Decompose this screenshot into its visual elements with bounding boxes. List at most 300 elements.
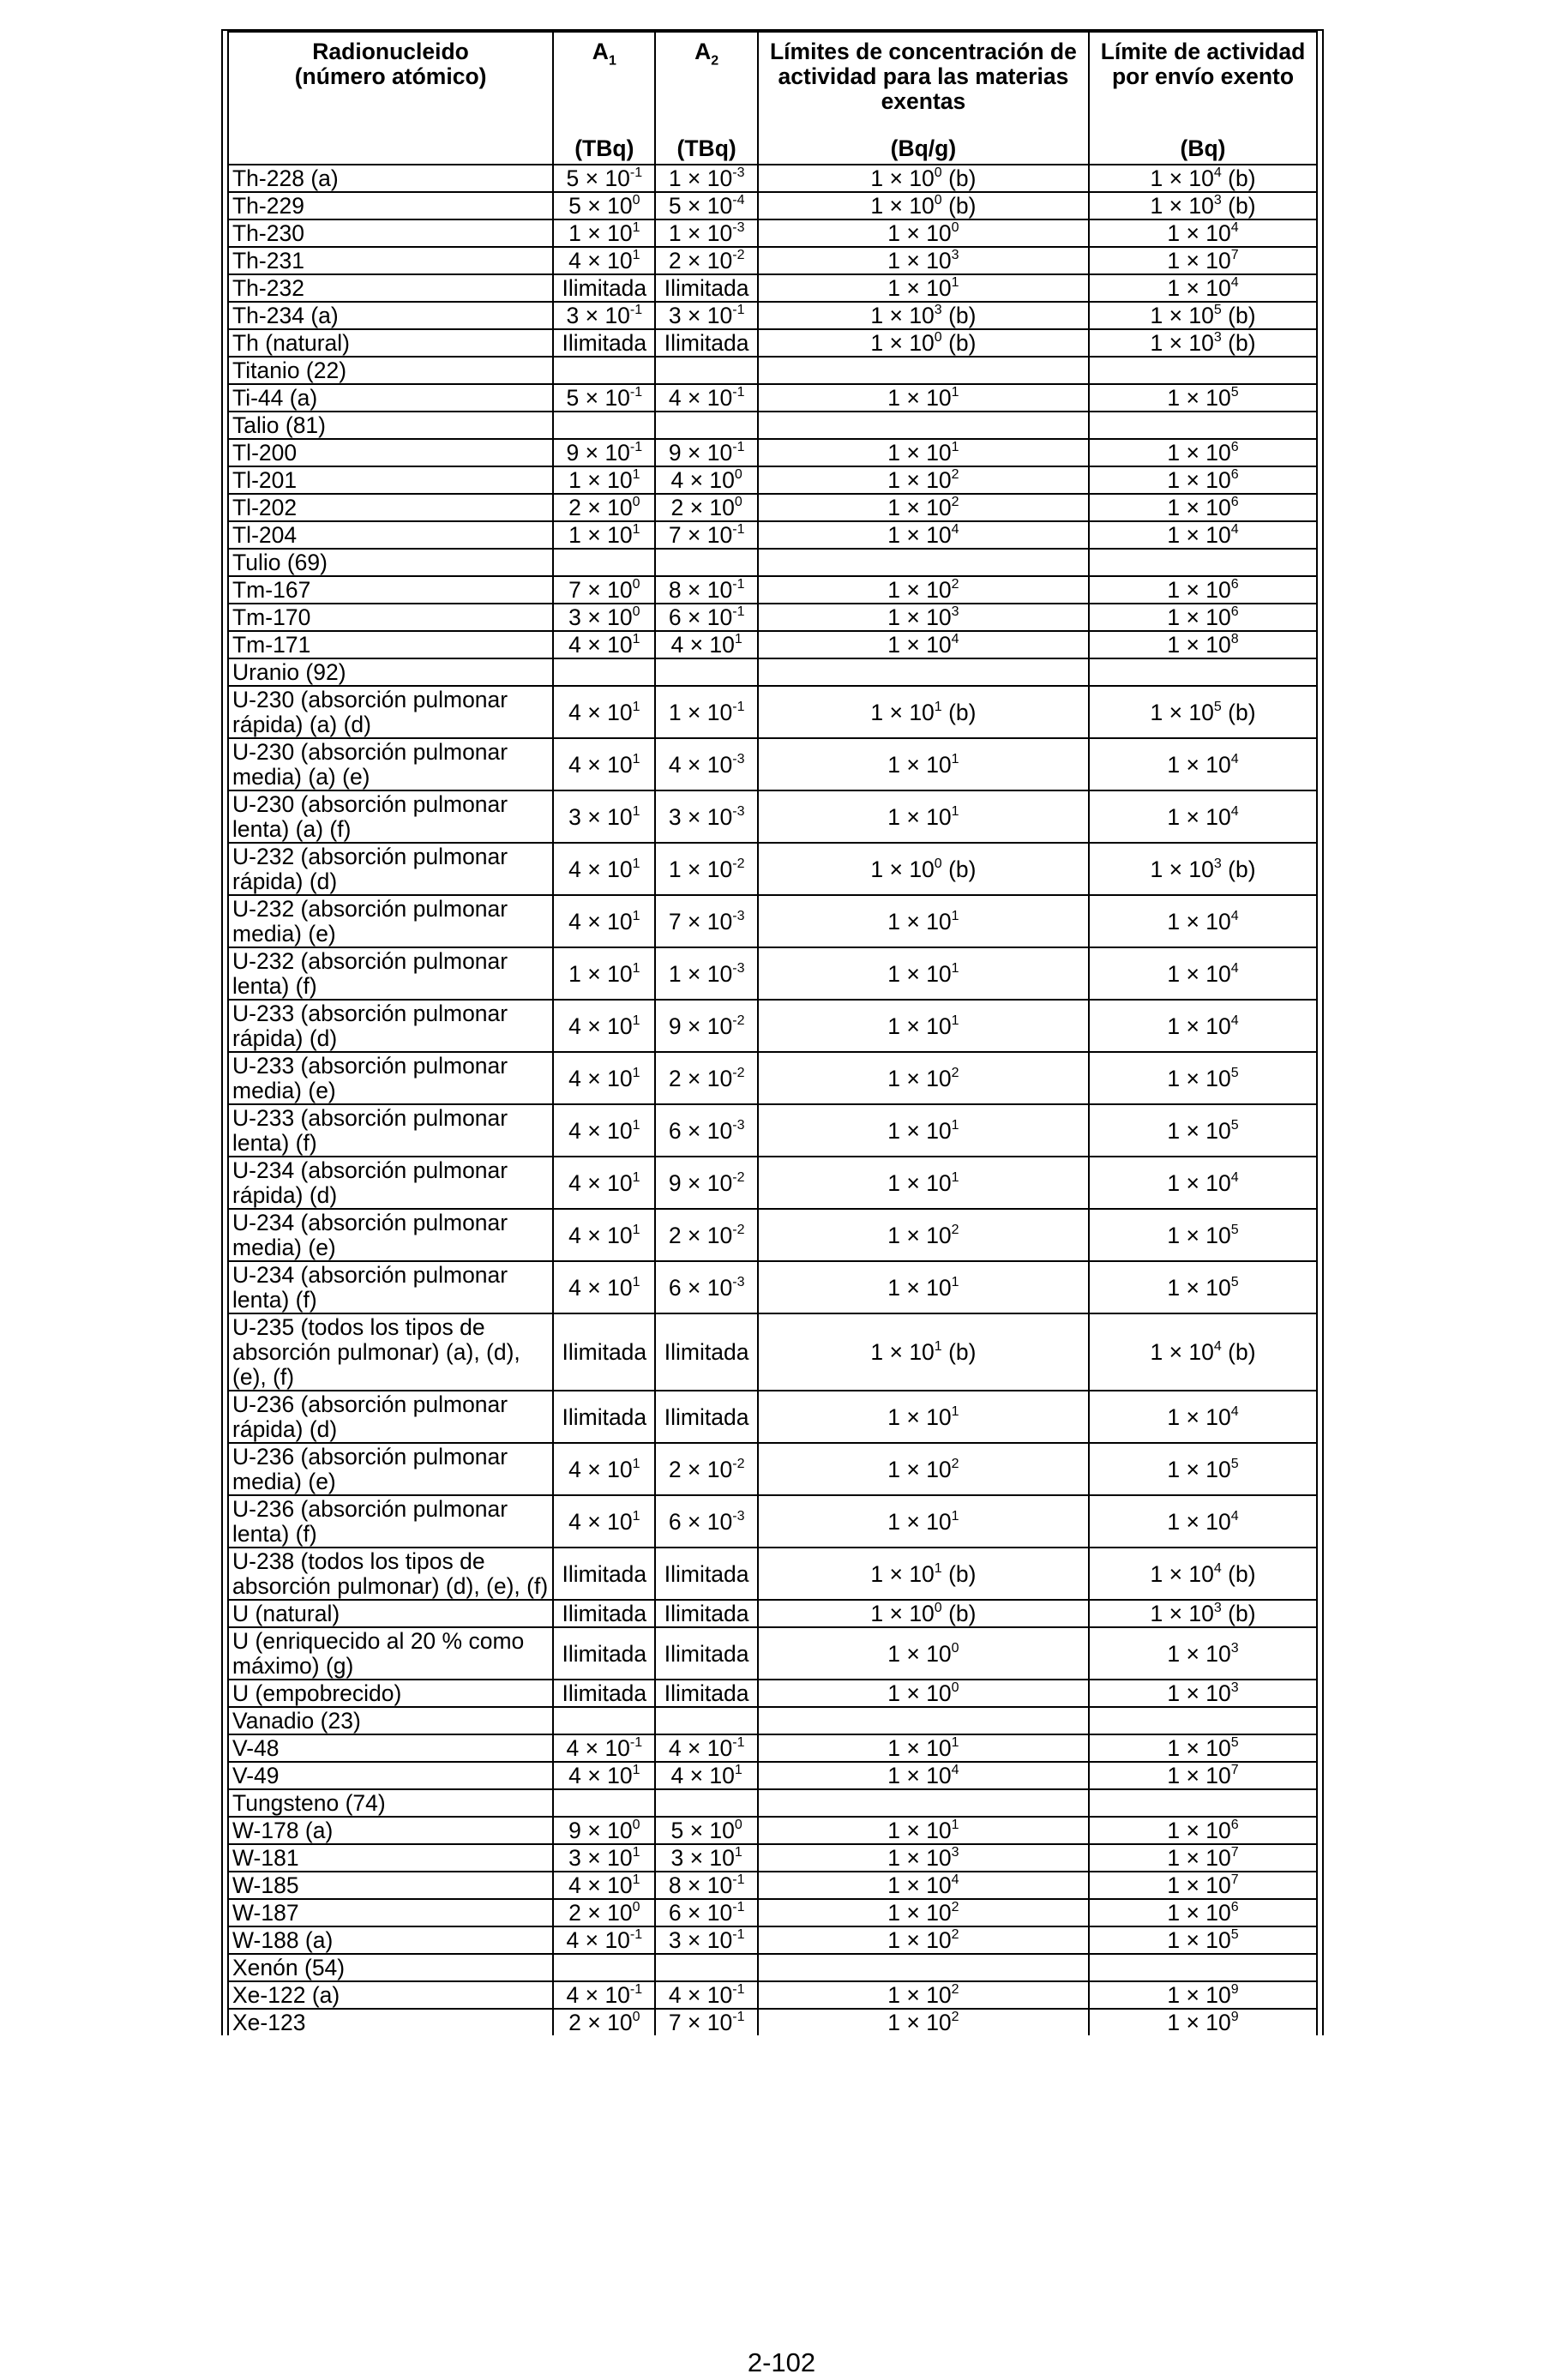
a2-value-exponent: -2 <box>732 1065 745 1080</box>
concentration-limit-mantissa: 1 × 10 <box>887 275 952 301</box>
header-concentration-limits <box>758 32 1089 165</box>
activity-limit-exponent: 4 <box>1230 908 1239 923</box>
radionuclide-name: U (natural) <box>228 1600 553 1627</box>
radionuclide-name: U-236 (absorción pulmonar media) (e) <box>228 1443 553 1495</box>
activity-limit <box>1089 1313 1317 1391</box>
activity-limit-mantissa: 1 × 10 <box>1167 1872 1231 1898</box>
activity-limit-mantissa: 1 × 10 <box>1167 495 1231 520</box>
a1-value-mantissa: Ilimitada <box>562 1680 647 1706</box>
a2-value <box>655 1052 757 1104</box>
a2-value <box>655 274 757 302</box>
activity-limit-exponent: 4 <box>1230 1403 1239 1419</box>
a1-value <box>553 790 655 843</box>
concentration-limit-mantissa: 1 × 10 <box>887 960 952 987</box>
concentration-limit-exponent: 1 <box>951 1403 959 1419</box>
activity-limit-exponent: 8 <box>1230 632 1239 647</box>
activity-limit-mantissa: 1 × 10 <box>1167 1763 1231 1788</box>
activity-limit-exponent: 6 <box>1230 467 1239 483</box>
a1-value <box>553 738 655 790</box>
a2-value-exponent: -1 <box>732 699 745 714</box>
radionuclide-name: Ti-44 (a) <box>228 384 553 412</box>
activity-limit-exponent: 4 <box>1230 1013 1239 1028</box>
concentration-limit-mantissa: 1 × 10 <box>887 1222 952 1248</box>
a1-value-mantissa: 3 × 10 <box>568 803 633 830</box>
concentration-limit-note: (b) <box>941 193 977 219</box>
a2-value <box>655 549 757 576</box>
a2-value-exponent: -1 <box>732 1872 745 1888</box>
radionuclide-name: U-230 (absorción pulmonar rápida) (a) (d) <box>228 686 553 738</box>
activity-limit-exponent: 3 <box>1230 1680 1239 1696</box>
table-row <box>228 412 1317 439</box>
concentration-limit-exponent: 1 <box>951 908 959 923</box>
radionuclide-name: Th-228 (a) <box>228 165 553 192</box>
concentration-limit-exponent: 2 <box>951 2010 959 2025</box>
concentration-limit-mantissa: 1 × 10 <box>870 1601 935 1626</box>
table-row <box>228 947 1317 1000</box>
activity-limit <box>1089 247 1317 274</box>
radionuclide-name: U-234 (absorción pulmonar rápida) (d) <box>228 1157 553 1209</box>
a2-value-exponent: -3 <box>732 751 745 766</box>
activity-limit-exponent: 6 <box>1230 1900 1239 1915</box>
radionuclide-name: Xe-123 <box>228 2009 553 2035</box>
a1-value-mantissa: 3 × 10 <box>566 303 630 328</box>
activity-limit-mantissa: 1 × 10 <box>1167 1403 1231 1430</box>
a1-value <box>553 895 655 947</box>
table-row <box>228 631 1317 658</box>
a1-value-mantissa: 4 × 10 <box>568 1274 633 1301</box>
a2-value <box>655 843 757 895</box>
a1-value-exponent: 1 <box>632 522 640 538</box>
concentration-limit-mantissa: 1 × 10 <box>887 495 952 520</box>
a2-value-mantissa: 6 × 10 <box>668 1117 733 1144</box>
concentration-limit-exponent: 1 <box>951 1169 959 1185</box>
a2-value-mantissa: 7 × 10 <box>668 2010 733 2035</box>
a2-value-exponent: -1 <box>732 604 745 620</box>
concentration-limit <box>758 466 1089 494</box>
activity-limit-exponent: 3 <box>1213 193 1222 208</box>
radionuclide-name: U-232 (absorción pulmonar lenta) (f) <box>228 947 553 1000</box>
concentration-limit-exponent: 2 <box>951 1927 959 1943</box>
activity-limit-exponent: 6 <box>1230 495 1239 510</box>
activity-limit <box>1089 1707 1317 1734</box>
a2-value-mantissa: Ilimitada <box>664 1339 749 1365</box>
a2-value-mantissa: 9 × 10 <box>668 1013 733 1039</box>
radionuclide-name: Tl-202 <box>228 494 553 521</box>
concentration-limit-exponent: 1 <box>951 1508 959 1524</box>
concentration-limit-mantissa: 1 × 10 <box>870 1560 935 1587</box>
activity-limit-note: (b) <box>1221 193 1256 219</box>
concentration-limit <box>758 549 1089 576</box>
activity-limit-mantissa: 1 × 10 <box>1167 908 1231 935</box>
a1-value <box>553 1391 655 1443</box>
radionuclide-name: W-187 <box>228 1899 553 1926</box>
header-activity-label: Límite de actividad por envío exento <box>1100 39 1306 89</box>
a1-value-exponent: 1 <box>632 856 640 871</box>
a1-value-exponent: 0 <box>632 2010 640 2025</box>
table-row <box>228 1981 1317 2009</box>
table-row <box>228 1443 1317 1495</box>
header-radionuclide-line1: Radionucleido <box>312 39 469 64</box>
table-row <box>228 1789 1317 1817</box>
radionuclide-name: Tm-167 <box>228 576 553 604</box>
radionuclide-name: U-236 (absorción pulmonar rápida) (d) <box>228 1391 553 1443</box>
activity-limit-exponent: 6 <box>1230 604 1239 620</box>
activity-limit-exponent: 4 <box>1213 1560 1222 1576</box>
concentration-limit <box>758 521 1089 549</box>
concentration-limit-exponent: 0 <box>951 1640 959 1656</box>
activity-limit-note: (b) <box>1221 1601 1256 1626</box>
a2-value-mantissa: 2 × 10 <box>668 1065 733 1091</box>
concentration-limit-mantissa: 1 × 10 <box>887 1763 952 1788</box>
a1-value <box>553 412 655 439</box>
activity-limit-exponent: 4 <box>1230 751 1239 766</box>
a1-value-exponent: 1 <box>632 699 640 714</box>
a1-value <box>553 1261 655 1313</box>
a2-value-mantissa: 2 × 10 <box>668 248 733 273</box>
table-row <box>228 1817 1317 1844</box>
activity-limit <box>1089 1391 1317 1443</box>
concentration-limit-exponent: 1 <box>951 1013 959 1028</box>
a2-value-mantissa: 4 × 10 <box>670 1763 735 1788</box>
concentration-limit-exponent: 1 <box>951 1818 959 1833</box>
concentration-limit-mantissa: 1 × 10 <box>870 1339 935 1365</box>
a2-value <box>655 1954 757 1981</box>
a2-value <box>655 1000 757 1052</box>
activity-limit-exponent: 4 <box>1213 165 1222 181</box>
table-row <box>228 2009 1317 2035</box>
concentration-limit-mantissa: 1 × 10 <box>887 1508 952 1535</box>
a2-value-exponent: -3 <box>732 803 745 819</box>
a2-value-exponent: -3 <box>732 220 745 236</box>
concentration-limit-note: (b) <box>941 856 977 882</box>
activity-limit <box>1089 1844 1317 1872</box>
table-row <box>228 576 1317 604</box>
activity-limit <box>1089 1443 1317 1495</box>
concentration-limit-mantissa: 1 × 10 <box>887 1456 952 1482</box>
concentration-limit <box>758 2009 1089 2035</box>
radionuclide-name: Uranio (92) <box>228 658 553 686</box>
a2-value-mantissa: 4 × 10 <box>668 1982 733 2008</box>
a1-value <box>553 521 655 549</box>
concentration-limit-mantissa: 1 × 10 <box>887 1065 952 1091</box>
table-row <box>228 549 1317 576</box>
activity-limit-exponent: 5 <box>1230 1222 1239 1237</box>
a1-value-exponent: -1 <box>629 440 643 455</box>
a1-value <box>553 1313 655 1391</box>
concentration-limit-exponent: 2 <box>951 1900 959 1915</box>
concentration-limit-exponent: 0 <box>934 330 942 346</box>
activity-limit-mantissa: 1 × 10 <box>1167 1735 1231 1761</box>
a2-value-exponent: 0 <box>734 467 742 483</box>
activity-limit <box>1089 947 1317 1000</box>
table-row <box>228 1157 1317 1209</box>
concentration-limit <box>758 1899 1089 1926</box>
concentration-limit <box>758 329 1089 357</box>
concentration-limit-exponent: 2 <box>951 577 959 592</box>
concentration-limit-mantissa: 1 × 10 <box>870 165 935 191</box>
table-row <box>228 1899 1317 1926</box>
table-row <box>228 790 1317 843</box>
activity-limit <box>1089 576 1317 604</box>
activity-limit <box>1089 1548 1317 1600</box>
a2-value-exponent: 1 <box>734 1845 742 1860</box>
concentration-limit-mantissa: 1 × 10 <box>870 330 935 356</box>
a1-value-exponent: 1 <box>632 632 640 647</box>
concentration-limit <box>758 604 1089 631</box>
a1-value-exponent: 1 <box>632 1456 640 1471</box>
radionuclide-name: U-233 (absorción pulmonar lenta) (f) <box>228 1104 553 1157</box>
table-row <box>228 1872 1317 1899</box>
a2-value <box>655 1844 757 1872</box>
a2-value-exponent: -3 <box>732 1508 745 1524</box>
a1-value-exponent: 1 <box>632 908 640 923</box>
radionuclide-name: V-49 <box>228 1762 553 1789</box>
a2-value <box>655 1209 757 1261</box>
a2-value <box>655 1443 757 1495</box>
a1-value <box>553 1734 655 1762</box>
a1-value <box>553 631 655 658</box>
concentration-limit-note: (b) <box>941 699 977 725</box>
a2-value-mantissa: 6 × 10 <box>668 1274 733 1301</box>
concentration-limit <box>758 1313 1089 1391</box>
table-row <box>228 1954 1317 1981</box>
concentration-limit-mantissa: 1 × 10 <box>887 908 952 935</box>
radionuclide-name: U (empobrecido) <box>228 1680 553 1707</box>
activity-limit-exponent: 4 <box>1230 1508 1239 1524</box>
a2-value <box>655 494 757 521</box>
activity-limit <box>1089 1872 1317 1899</box>
activity-limit-mantissa: 1 × 10 <box>1150 330 1214 356</box>
a1-value-exponent: 1 <box>632 1117 640 1133</box>
concentration-limit-mantissa: 1 × 10 <box>887 1680 952 1706</box>
a1-value-mantissa: Ilimitada <box>562 1640 647 1667</box>
table-row <box>228 658 1317 686</box>
concentration-limit-exponent: 1 <box>951 440 959 455</box>
a1-value-mantissa: 9 × 10 <box>568 1818 633 1843</box>
concentration-limit <box>758 1600 1089 1627</box>
table-row <box>228 1734 1317 1762</box>
activity-limit-exponent: 7 <box>1230 1872 1239 1888</box>
a2-value-mantissa: Ilimitada <box>664 1601 749 1626</box>
activity-limit <box>1089 357 1317 384</box>
concentration-limit-mantissa: 1 × 10 <box>887 1169 952 1196</box>
activity-limit <box>1089 1000 1317 1052</box>
a2-value-exponent: -1 <box>732 522 745 538</box>
table-row <box>228 1391 1317 1443</box>
a1-value-mantissa: 4 × 10 <box>568 1222 633 1248</box>
radionuclide-name: U-233 (absorción pulmonar media) (e) <box>228 1052 553 1104</box>
a2-value-mantissa: 7 × 10 <box>668 522 733 548</box>
header-activity-unit: (Bq) <box>1180 135 1226 161</box>
concentration-limit-mantissa: 1 × 10 <box>870 193 935 219</box>
concentration-limit <box>758 219 1089 247</box>
a2-value-mantissa: 2 × 10 <box>668 1222 733 1248</box>
a1-value <box>553 1954 655 1981</box>
activity-limit <box>1089 1600 1317 1627</box>
table-row <box>228 1926 1317 1954</box>
a1-value-exponent: -1 <box>629 385 643 400</box>
table-row <box>228 1495 1317 1548</box>
activity-limit-mantissa: 1 × 10 <box>1167 1169 1231 1196</box>
activity-limit <box>1089 658 1317 686</box>
activity-limit <box>1089 1052 1317 1104</box>
concentration-limit-exponent: 0 <box>934 856 942 871</box>
activity-limit <box>1089 1899 1317 1926</box>
activity-limit-mantissa: 1 × 10 <box>1150 1560 1214 1587</box>
a2-value <box>655 1157 757 1209</box>
concentration-limit <box>758 412 1089 439</box>
activity-limit-exponent: 5 <box>1230 1117 1239 1133</box>
radionuclide-name: U-234 (absorción pulmonar lenta) (f) <box>228 1261 553 1313</box>
a2-value-exponent: -2 <box>732 1456 745 1471</box>
concentration-limit-exponent: 0 <box>951 1680 959 1696</box>
concentration-limit-exponent: 3 <box>934 303 942 318</box>
header-a2-subscript: 2 <box>711 53 719 69</box>
concentration-limit <box>758 895 1089 947</box>
a2-value-mantissa: 6 × 10 <box>668 1508 733 1535</box>
concentration-limit <box>758 1627 1089 1680</box>
a2-value <box>655 1899 757 1926</box>
concentration-limit-mantissa: 1 × 10 <box>887 1927 952 1953</box>
concentration-limit <box>758 658 1089 686</box>
header-radionuclide-line2: (número atómico) <box>294 63 487 89</box>
header-a1-unit: (TBq) <box>574 135 634 161</box>
activity-limit <box>1089 384 1317 412</box>
concentration-limit <box>758 1762 1089 1789</box>
a2-value-mantissa: Ilimitada <box>664 1680 749 1706</box>
concentration-limit <box>758 947 1089 1000</box>
radionuclide-name: Tm-171 <box>228 631 553 658</box>
concentration-limit <box>758 686 1089 738</box>
activity-limit-mantissa: 1 × 10 <box>1167 522 1231 548</box>
a2-value-exponent: -2 <box>732 248 745 263</box>
a2-value <box>655 466 757 494</box>
concentration-limit <box>758 1548 1089 1600</box>
radionuclide-name: W-188 (a) <box>228 1926 553 1954</box>
a2-value-mantissa: 8 × 10 <box>668 1872 733 1898</box>
activity-limit <box>1089 1261 1317 1313</box>
a1-value-mantissa: 3 × 10 <box>568 604 633 630</box>
a1-value-mantissa: 4 × 10 <box>568 632 633 658</box>
a1-value <box>553 658 655 686</box>
a1-value-mantissa: 4 × 10 <box>568 1763 633 1788</box>
concentration-limit <box>758 384 1089 412</box>
activity-limit-note: (b) <box>1221 856 1256 882</box>
a2-value-mantissa: 9 × 10 <box>668 1169 733 1196</box>
a2-value-exponent: -3 <box>732 908 745 923</box>
a1-value <box>553 1157 655 1209</box>
a1-value-exponent: 1 <box>632 1013 640 1028</box>
radionuclide-name: Titanio (22) <box>228 357 553 384</box>
a2-value-exponent: -3 <box>732 960 745 976</box>
radionuclide-name: W-181 <box>228 1844 553 1872</box>
table-row <box>228 494 1317 521</box>
activity-limit-mantissa: 1 × 10 <box>1167 1117 1231 1144</box>
a2-value-mantissa: 3 × 10 <box>668 1927 733 1953</box>
a2-value-mantissa: 3 × 10 <box>670 1845 735 1871</box>
a2-value-mantissa: 4 × 10 <box>668 1735 733 1761</box>
activity-limit-mantissa: 1 × 10 <box>1167 1456 1231 1482</box>
activity-limit-exponent: 3 <box>1213 330 1222 346</box>
a1-value <box>553 1762 655 1789</box>
a1-value-exponent: 1 <box>632 1169 640 1185</box>
a2-value-mantissa: 9 × 10 <box>668 440 733 466</box>
radionuclide-name: Th (natural) <box>228 329 553 357</box>
concentration-limit-exponent: 1 <box>934 699 942 714</box>
a2-value-mantissa: 1 × 10 <box>668 220 733 246</box>
a1-value <box>553 466 655 494</box>
activity-limit-exponent: 4 <box>1230 220 1239 236</box>
radionuclide-name: Xenón (54) <box>228 1954 553 1981</box>
activity-limit-mantissa: 1 × 10 <box>1167 1818 1231 1843</box>
a2-value <box>655 895 757 947</box>
table-frame <box>221 29 1324 2035</box>
radionuclide-name: Talio (81) <box>228 412 553 439</box>
a2-value <box>655 1313 757 1391</box>
concentration-limit <box>758 494 1089 521</box>
concentration-limit-note: (b) <box>941 1601 977 1626</box>
concentration-limit <box>758 1926 1089 1954</box>
radionuclide-name: Th-231 <box>228 247 553 274</box>
concentration-limit <box>758 247 1089 274</box>
table-row <box>228 219 1317 247</box>
concentration-limit-mantissa: 1 × 10 <box>887 1403 952 1430</box>
a1-value-mantissa: Ilimitada <box>562 330 647 356</box>
a1-value-exponent: 1 <box>632 1065 640 1080</box>
header-radionuclide <box>228 32 553 165</box>
a1-value-mantissa: 4 × 10 <box>568 1065 633 1091</box>
a1-value-exponent: 1 <box>632 1763 640 1778</box>
a1-value-exponent: 1 <box>632 248 640 263</box>
a1-value-mantissa: Ilimitada <box>562 1601 647 1626</box>
a1-value-mantissa: Ilimitada <box>562 1339 647 1365</box>
radionuclide-name: U (enriquecido al 20 % como máximo) (g) <box>228 1627 553 1680</box>
concentration-limit-exponent: 1 <box>951 960 959 976</box>
a1-value <box>553 1789 655 1817</box>
a1-value-exponent: 1 <box>632 751 640 766</box>
a2-value <box>655 1707 757 1734</box>
table-row <box>228 1209 1317 1261</box>
a1-value-mantissa: 5 × 10 <box>566 385 630 411</box>
a2-value <box>655 686 757 738</box>
activity-limit-exponent: 5 <box>1230 385 1239 400</box>
activity-limit-mantissa: 1 × 10 <box>1150 193 1214 219</box>
activity-limit-mantissa: 1 × 10 <box>1167 803 1231 830</box>
a2-value-exponent: -3 <box>732 165 745 181</box>
a2-value <box>655 1548 757 1600</box>
activity-limit-mantissa: 1 × 10 <box>1167 2010 1231 2035</box>
concentration-limit-note: (b) <box>941 165 977 191</box>
a2-value <box>655 1104 757 1157</box>
a1-value <box>553 1926 655 1954</box>
a1-value <box>553 357 655 384</box>
a1-value-exponent: 0 <box>632 193 640 208</box>
concentration-limit-mantissa: 1 × 10 <box>887 604 952 630</box>
a2-value <box>655 1261 757 1313</box>
activity-limit <box>1089 1954 1317 1981</box>
concentration-limit-mantissa: 1 × 10 <box>887 2010 952 2035</box>
activity-limit-exponent: 6 <box>1230 1818 1239 1833</box>
a2-value <box>655 1495 757 1548</box>
radionuclide-name: Xe-122 (a) <box>228 1981 553 2009</box>
a2-value <box>655 738 757 790</box>
concentration-limit <box>758 1734 1089 1762</box>
activity-limit-mantissa: 1 × 10 <box>1150 1601 1214 1626</box>
activity-limit-mantissa: 1 × 10 <box>1150 165 1214 191</box>
table-row <box>228 1600 1317 1627</box>
a2-value-exponent: 1 <box>734 632 742 647</box>
activity-limit-exponent: 6 <box>1230 440 1239 455</box>
